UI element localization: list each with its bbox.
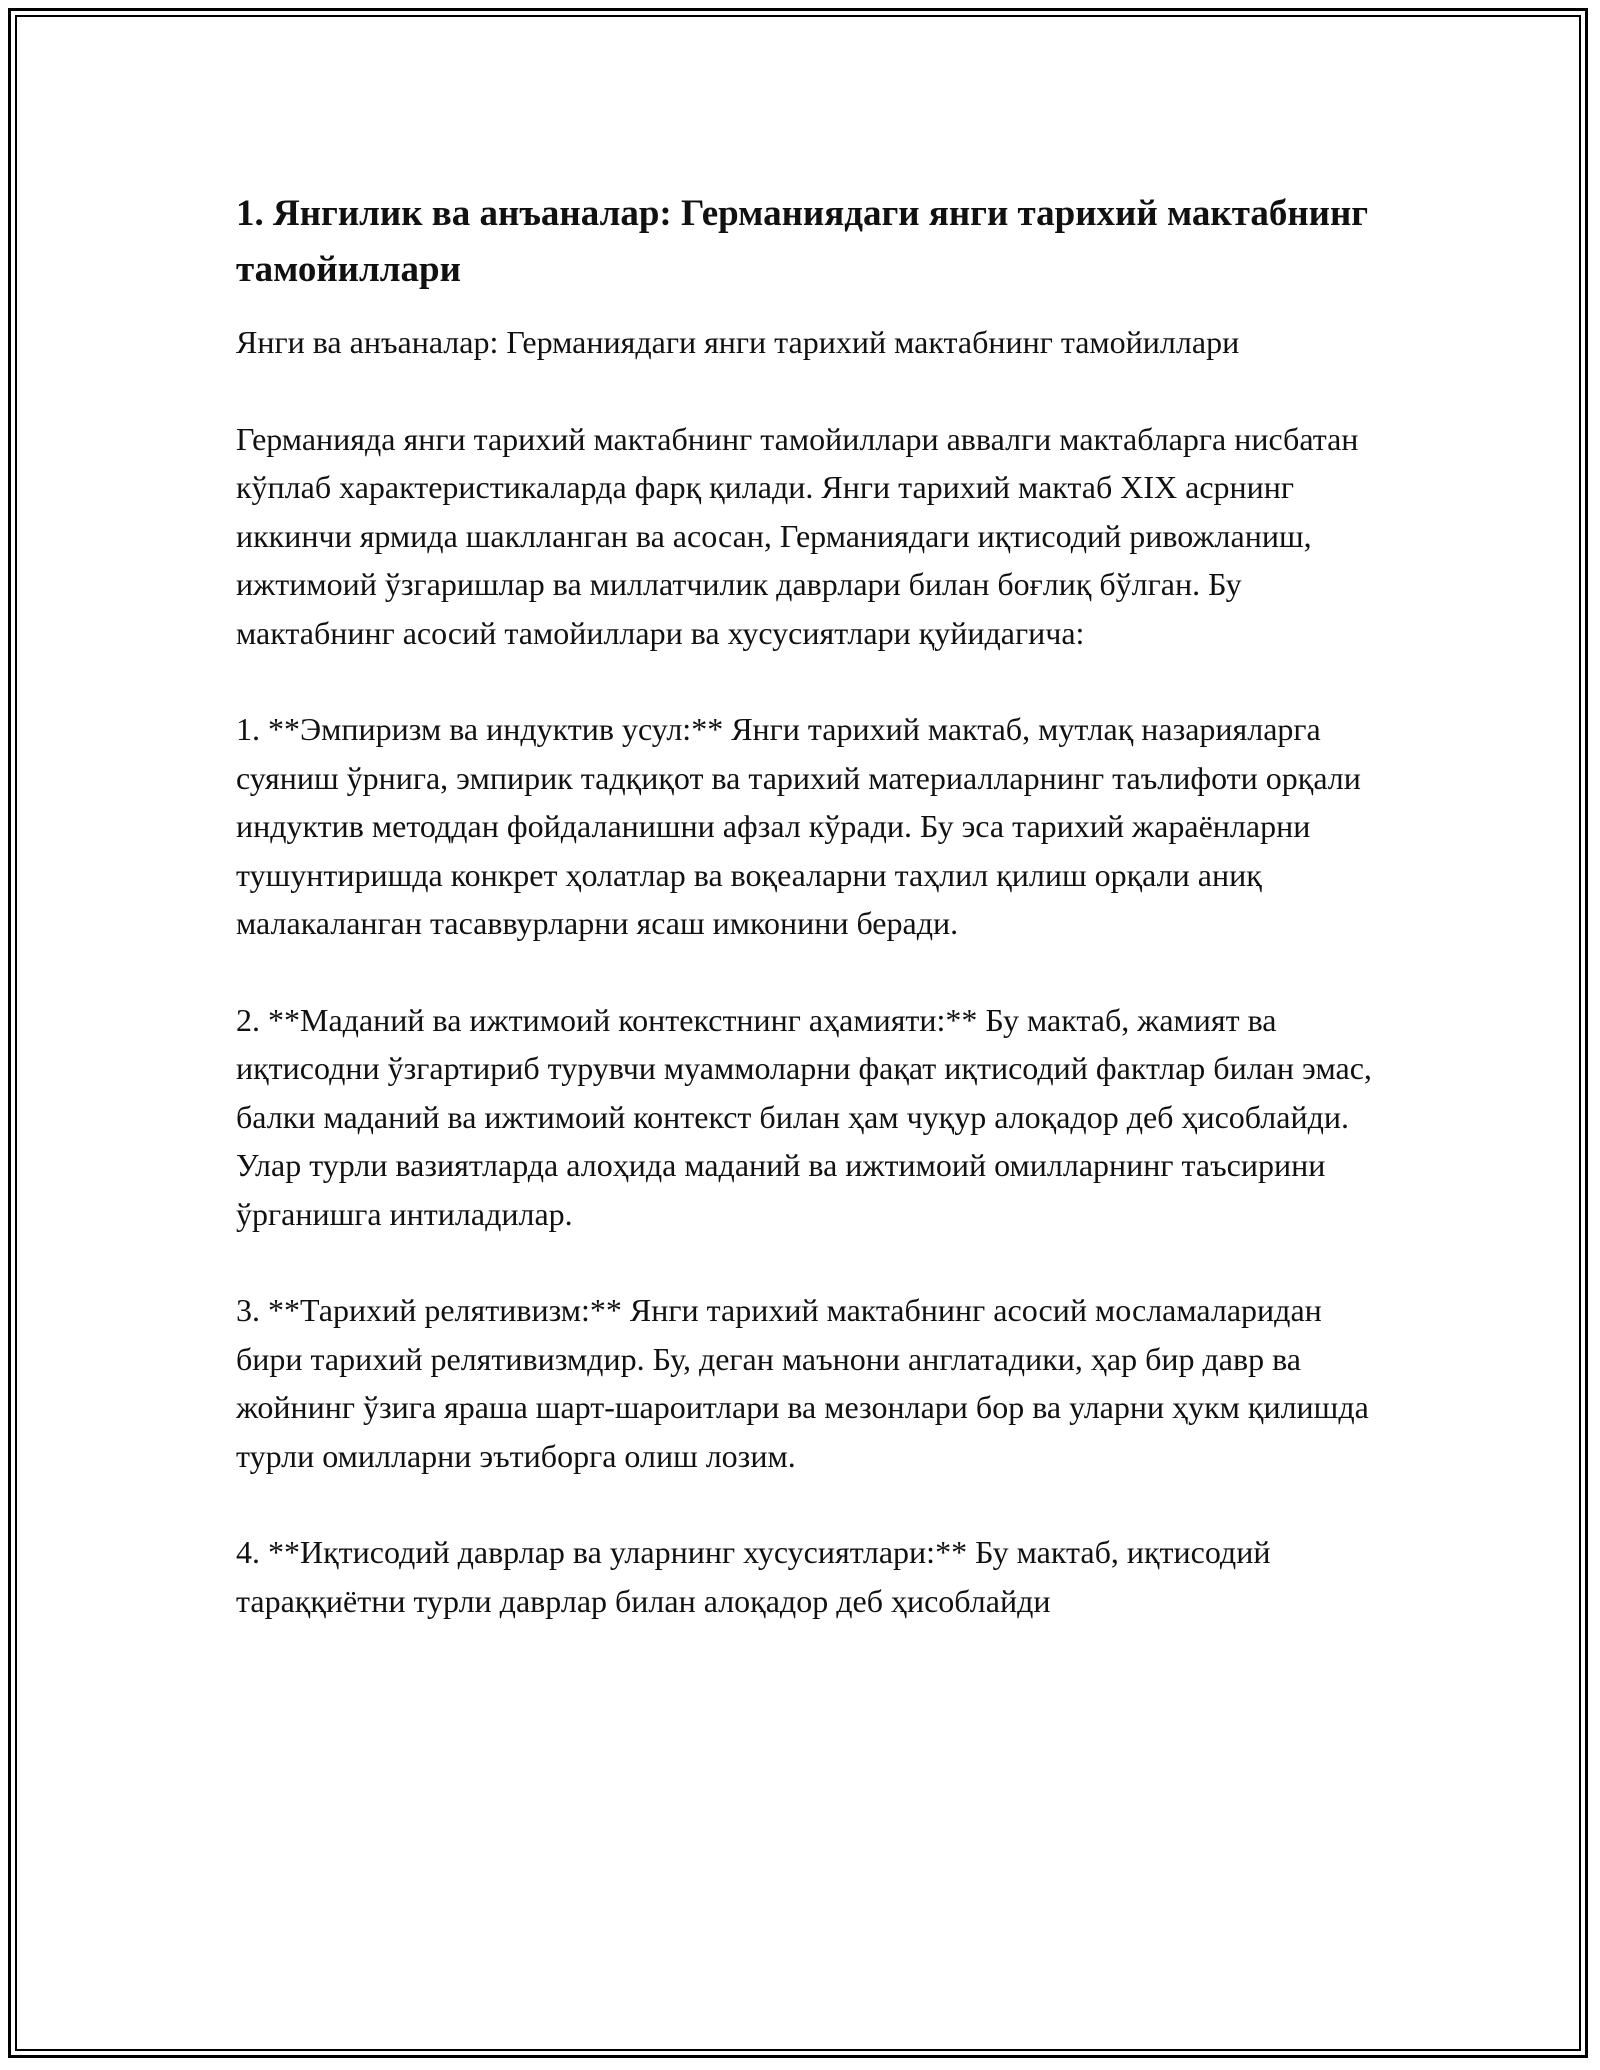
document-body xyxy=(236,186,1386,1673)
list-item-3: 3. **Тарихий релятивизм:** Янги тарихий мактабнинг асосий мосламаларидан бири тарихий релятивизмдир. Бу, деган маънони англатадики, ҳар бир давр ва жойнинг ўзига яраша шарт-шароитлари ва мезонлари бор ва уларни ҳукм қилишда турли омилларни эътиборга олиш лозим. xyxy=(236,1292,1369,1474)
page-title: 1. Янгилик ва анъаналар: Германиядаги янги тарихий мактабнинг тамойиллари xyxy=(236,193,1369,290)
document-subtitle: Янги ва анъаналар: Германиядаги янги тарихий мактабнинг тамойиллари xyxy=(236,324,1240,360)
list-item-2: 2. **Маданий ва ижтимоий контекстнинг аҳамияти:** Бу мактаб, жамият ва иқтисодни ўзгартириб турувчи муаммоларни фақат иқтисодий фактлар билан эмас, балки маданий ва ижтимоий контекст билан ҳам чуқур алоқадор деб ҳисоблайди. Улар турли вазиятларда алоҳида маданий ва ижтимоий омилларнинг таъсирини ўрганишга интиладилар. xyxy=(236,1001,1372,1232)
intro-paragraph: Германияда янги тарихий мактабнинг тамойиллари аввалги мактабларга нисбатан кўплаб характеристикаларда фарқ қилади. Янги тарихий мактаб XIX асрнинг иккинчи ярмида шаклланган ва асосан, Германиядаги иқтисодий ривожланиш, ижтимоий ўзгаришлар ва миллатчилик даврлари билан боғлиқ бўлган. Бу мактабнинг асосий тамойиллари ва хусусиятлари қуйидагича: xyxy=(236,420,1359,651)
list-item-4: 4. **Иқтисодий даврлар ва уларнинг хусусиятлари:** Бу мактаб, иқтисодий тараққиётни турли даврлар билан алоқадор деб ҳисоблайди xyxy=(236,1534,1271,1619)
list-item-1: 1. **Эмпиризм ва индуктив усул:** Янги тарихий мактаб, мутлақ назарияларга суяниш ўрнига, эмпирик тадқиқот ва тарихий материалларнинг таълифоти орқали индуктив методдан фойдаланишни афзал кўради. Бу эса тарихий жараёнларни тушунтиришда конкрет ҳолатлар ва воқеаларни таҳлил қилиш орқали аниқ малакаланган тасаввурларни ясаш имконини беради. xyxy=(236,711,1361,941)
